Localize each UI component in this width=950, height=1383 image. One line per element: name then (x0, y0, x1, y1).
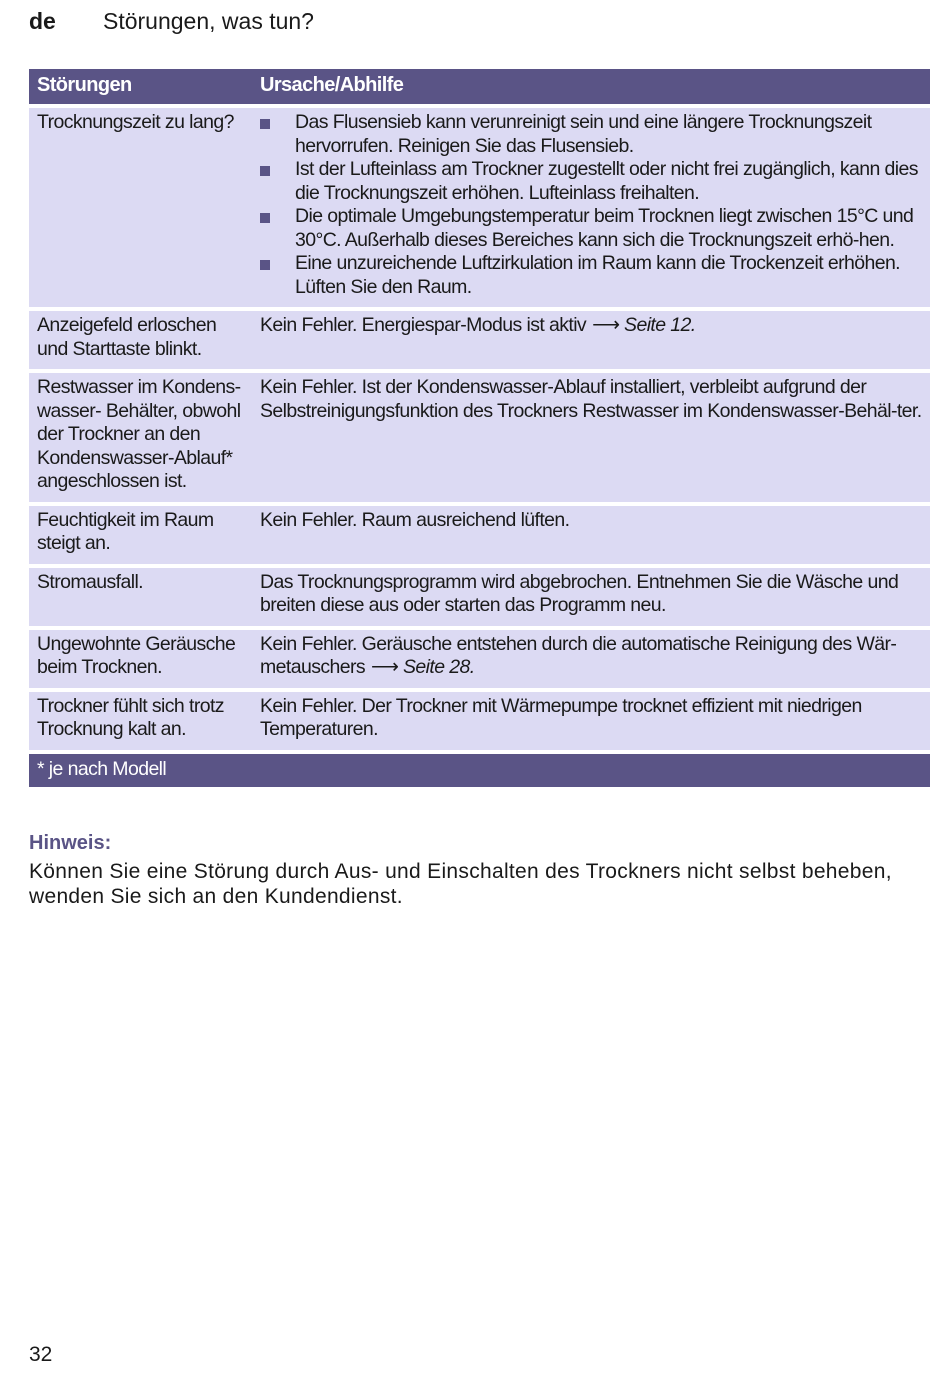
arrow-right-icon: ⟶ (592, 314, 619, 336)
fault-cell: Trockner fühlt sich trotz Trocknung kalt an. (29, 692, 252, 750)
note-title: Hinweis: (29, 832, 112, 854)
page-title: Störungen, was tun? (103, 8, 314, 34)
remedy-cell: Kein Fehler. Energiespar-Modus ist aktiv ⟶ Seite 12. (252, 311, 930, 369)
square-bullet-icon (260, 119, 270, 129)
fault-cell: Ungewohnte Geräusche beim Trocknen. (29, 630, 252, 688)
table-row (29, 108, 930, 307)
note-text: Können Sie eine Störung durch Aus- und Einschalten des Trockners nicht selbst beheben, wenden Sie sich an den Kundendienst. (29, 860, 892, 908)
square-bullet-icon (260, 260, 270, 270)
remedy-cell: Kein Fehler. Ist der Kondenswasser-Ablauf installiert, verbleibt aufgrund der Selbstreinigungsfunktion des Trockners Restwasser im Kondenswasser-Behäl-ter. (252, 373, 930, 502)
list-item: Das Flusensieb kann verunreinigt sein und eine längere Trocknungszeit hervorrufen. Reinigen Sie das Flusensieb. (260, 111, 922, 158)
column-header-remedy: Ursache/Abhilfe (252, 69, 930, 104)
table-row (29, 506, 930, 564)
fault-cell: Stromausfall. (29, 568, 252, 626)
column-header-fault: Störungen (29, 69, 252, 104)
arrow-right-icon: ⟶ (371, 656, 397, 678)
remedy-cell (252, 108, 930, 307)
list-item: Die optimale Umgebungstemperatur beim Trocknen liegt zwischen 15°C und 30°C. Außerhalb dieses Bereiches kann sich die Trocknungszeit erhö-hen. (260, 205, 922, 252)
troubleshooting-table (29, 65, 930, 791)
remedy-cell: Das Trocknungsprogramm wird abgebrochen. Entnehmen Sie die Wäsche und breiten diese aus oder starten das Programm neu. (252, 568, 930, 626)
table-footer-row (29, 754, 930, 788)
list-item: Eine unzureichende Luftzirkulation im Raum kann die Trockenzeit erhöhen. Lüften Sie den Raum. (260, 252, 922, 299)
remedy-cell: Kein Fehler. Raum ausreichend lüften. (252, 506, 930, 564)
page-reference-link[interactable]: Seite 12. (624, 314, 696, 336)
table-row (29, 373, 930, 502)
fault-cell: Trocknungszeit zu lang? (29, 108, 252, 307)
fault-cell: Restwasser im Kondens-wasser- Behälter, obwohl der Trockner an den Kondenswasser-Ablauf* angeschlossen ist. (29, 373, 252, 502)
language-code: de (29, 8, 56, 34)
fault-cell: Anzeigefeld erloschen und Starttaste blinkt. (29, 311, 252, 369)
page-number: 32 (29, 1343, 53, 1366)
table-row (29, 568, 930, 626)
remedy-cell: Kein Fehler. Der Trockner mit Wärmepumpe trocknet effizient mit niedrigen Temperaturen. (252, 692, 930, 750)
table-row (29, 692, 930, 750)
table-row (29, 311, 930, 369)
remedy-cell: Kein Fehler. Geräusche entstehen durch die automatische Reinigung des Wär-metauschers ⟶ Seite 28. (252, 630, 930, 688)
list-item: Ist der Lufteinlass am Trockner zugestellt oder nicht frei zugänglich, kann dies die Trocknungszeit erhöhen. Lufteinlass freihalten. (260, 158, 922, 205)
square-bullet-icon (260, 213, 270, 223)
remedy-bullet-list (260, 111, 922, 299)
page-header (29, 8, 314, 35)
table-row (29, 630, 930, 688)
footnote: * je nach Modell (29, 754, 930, 788)
page-reference-link[interactable]: Seite 28. (403, 656, 475, 678)
square-bullet-icon (260, 166, 270, 176)
table-header-row (29, 69, 930, 104)
fault-cell: Feuchtigkeit im Raum steigt an. (29, 506, 252, 564)
note-section (29, 832, 909, 909)
